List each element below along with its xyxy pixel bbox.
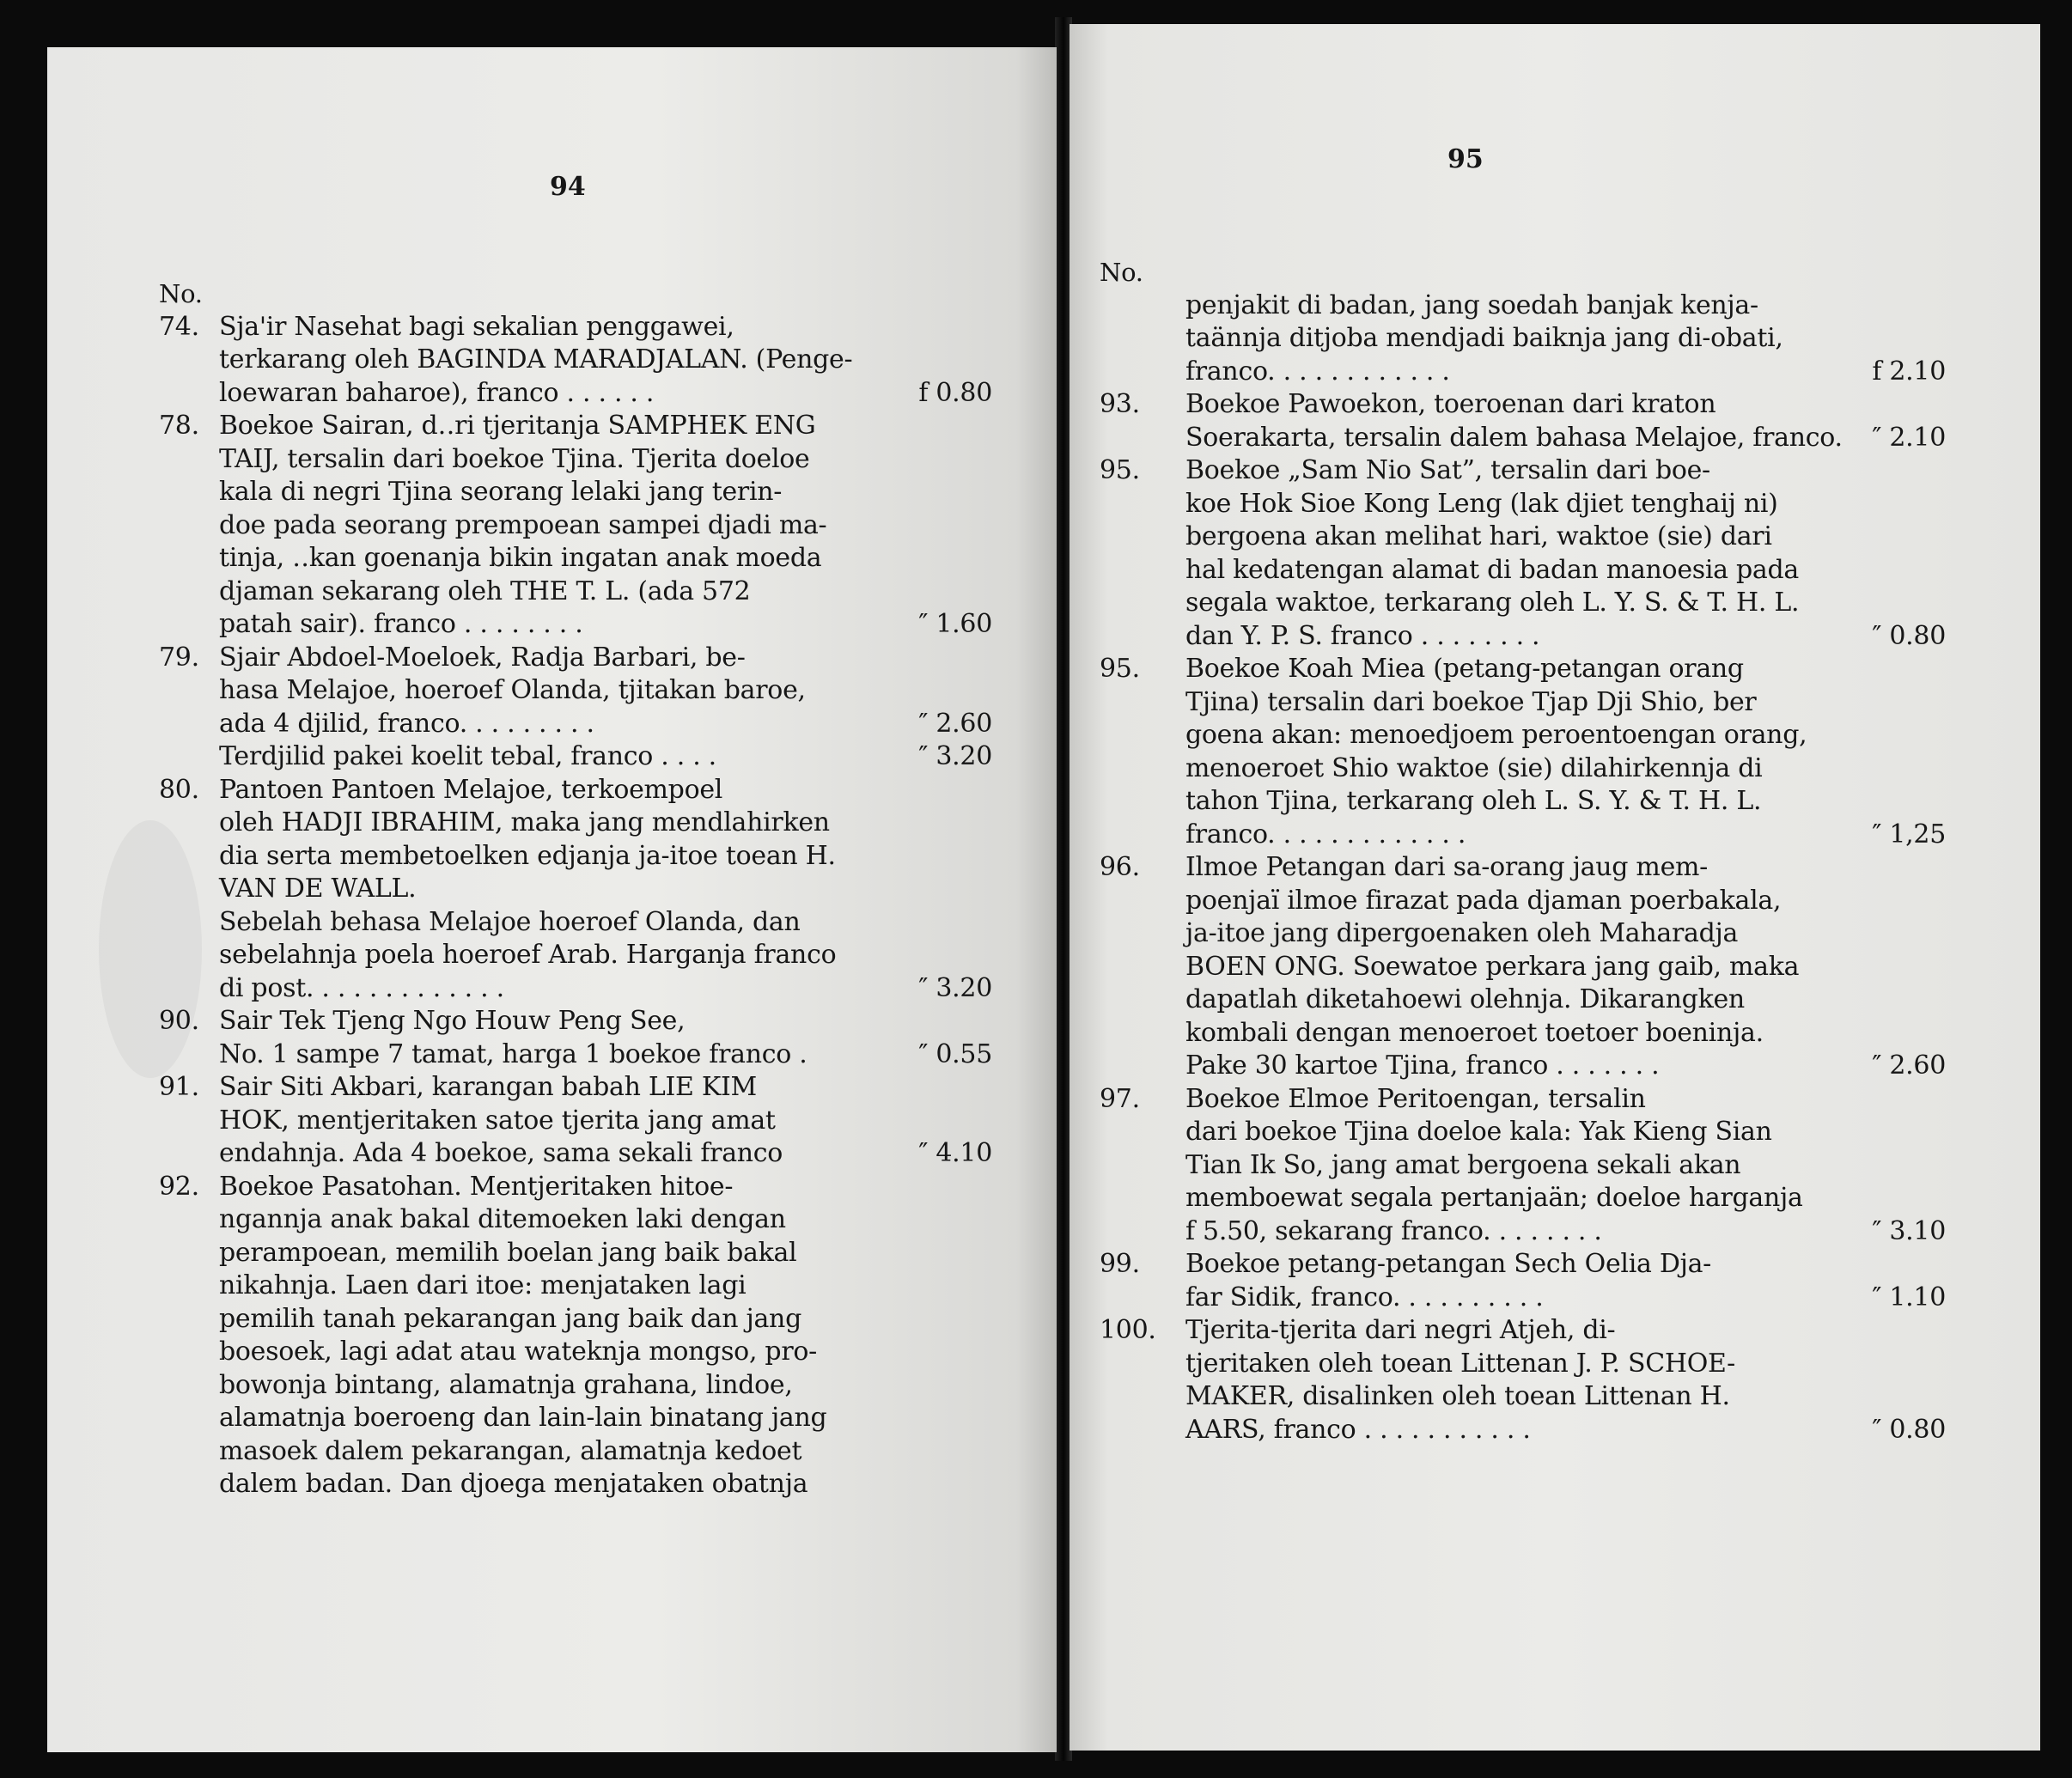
- line-text: Sjair Abdoel-Moeloek, Radja Barbari, be-: [219, 642, 746, 673]
- right-page-content: [1100, 256, 2027, 1446]
- entry-text: [219, 1005, 992, 1071]
- line-text: Soerakarta, tersalin dalem bahasa Melajoe, franco.: [1185, 422, 1843, 453]
- entry-line: [1185, 1380, 2027, 1414]
- entry-line: [1185, 719, 2027, 752]
- line-text: Boekoe Pasatohan. Mentjeritaken hitoe-: [219, 1171, 734, 1202]
- entry-line: [219, 344, 992, 377]
- line-text: bowonja bintang, alamatnja grahana, lindoe,: [219, 1369, 793, 1400]
- line-text: ja-itoe jang dipergoenaken oleh Maharadja: [1185, 918, 1739, 948]
- line-text: menoeroet Shio waktoe (sie) dilahirkennja di: [1185, 752, 1763, 783]
- line-text: Sair Siti Akbari, karangan babah LIE KIM: [219, 1072, 757, 1102]
- line-text: tjeritaken oleh toean Littenan J. P. SCHOE-: [1185, 1348, 1736, 1379]
- line-text: VAN DE WALL.: [219, 874, 417, 904]
- entry-number: 100.: [1100, 1315, 1156, 1345]
- line-text: djaman sekarang oleh THE T. L. (ada 572: [219, 575, 751, 606]
- line-text: Boekoe petang-petangan Sech Oelia Dja-: [1185, 1249, 1712, 1279]
- entry-line: [1185, 388, 2027, 422]
- entry-text: [1185, 454, 2027, 653]
- entry-line: [1185, 1414, 1946, 1447]
- entry-text: [1185, 653, 2027, 851]
- line-text: terkarang oleh BAGINDA MARADJALAN. (Penge-: [219, 344, 853, 374]
- line-text: Sebelah behasa Melajoe hoeroef Olanda, dan: [219, 906, 801, 937]
- entry-text: [1185, 289, 2027, 389]
- line-text: perampoean, memilih boelan jang baik bakal: [219, 1237, 797, 1268]
- entry-line: [219, 972, 992, 1006]
- price-label: f 2.10: [1872, 356, 1946, 387]
- entry-line: [1185, 1314, 2027, 1348]
- entry-line: [1185, 1248, 2027, 1282]
- entry-line: [1185, 554, 2027, 588]
- line-text: memboewat segala pertanjaän; doeloe harganja: [1185, 1183, 1803, 1213]
- price-label: ″ 3.20: [918, 741, 992, 771]
- entry-line: [1185, 917, 2027, 951]
- entry-line: [1185, 454, 2027, 488]
- line-text: kala di negri Tjina seorang lelaki jang terin-: [219, 477, 783, 507]
- catalog-entry: [1100, 1314, 2027, 1446]
- entry-line: [1185, 1017, 2027, 1050]
- entry-line: [219, 906, 992, 940]
- line-text: segala waktoe, terkarang oleh L. Y. S. & T. H. L.: [1185, 588, 1800, 618]
- line-text: boesoek, lagi adat atau wateknja mongso, pro-: [219, 1337, 817, 1367]
- entry-number: 99.: [1100, 1249, 1140, 1279]
- entry-line: [1185, 1215, 1946, 1249]
- catalog-entry: [159, 410, 1052, 642]
- line-text: Pake 30 kartoe Tjina, franco . . . . . . .: [1185, 1050, 1660, 1081]
- entry-line: [219, 740, 992, 774]
- line-text: bergoena akan melihat hari, waktoe (sie) dari: [1185, 521, 1772, 551]
- entry-line: [1185, 1083, 2027, 1117]
- catalog-entry: [1100, 1248, 2027, 1314]
- line-text: f 5.50, sekarang franco. . . . . . . .: [1185, 1215, 1602, 1246]
- entry-number: 95.: [1100, 455, 1140, 485]
- entry-line: [219, 1105, 992, 1138]
- price-label: ″ 1.10: [1872, 1282, 1946, 1312]
- entry-line: [1185, 422, 1946, 455]
- entry-list: [1100, 289, 2027, 1447]
- line-text: dari boekoe Tjina doeloe kala: Yak Kieng Sian: [1185, 1117, 1772, 1147]
- line-text: Boekoe Pawoekon, toeroenan dari kraton: [1185, 389, 1716, 419]
- entry-line: [219, 708, 992, 741]
- line-text: koe Hok Sioe Kong Leng (lak djiet tenghaij ni): [1185, 488, 1778, 519]
- entry-line: [1185, 1050, 1946, 1083]
- entry-line: [1185, 819, 1946, 852]
- entry-line: [219, 1435, 992, 1469]
- entry-line: [1185, 983, 2027, 1017]
- line-text: Terdjilid pakei koelit tebal, franco . . . .: [219, 741, 716, 771]
- entry-line: [1185, 785, 2027, 819]
- catalog-entry: [159, 642, 1052, 774]
- entry-number: 80.: [159, 774, 199, 805]
- entry-text: [1185, 1314, 2027, 1446]
- line-text: dia serta membetoelken edjanja ja-itoe toean H.: [219, 840, 836, 871]
- line-text: BOEN ONG. Soewatoe perkara jang gaib, maka: [1185, 951, 1800, 982]
- line-text: taännja ditjoba mendjadi baiknja jang di-obati,: [1185, 323, 1783, 353]
- column-header-no: No.: [1100, 258, 1143, 287]
- line-text: far Sidik, franco. . . . . . . . . .: [1185, 1282, 1544, 1312]
- catalog-entry: [1100, 1083, 2027, 1249]
- entry-line: [219, 1071, 992, 1105]
- entry-line: [219, 608, 992, 642]
- line-text: TAIJ, tersalin dari boekoe Tjina. Tjerita doeloe: [219, 443, 810, 474]
- line-text: kombali dengan menoeroet toetoer boeninja.: [1185, 1017, 1764, 1048]
- entry-line: [1185, 488, 2027, 521]
- line-text: Sja'ir Nasehat bagi sekalian penggawei,: [219, 311, 734, 342]
- price-label: ″ 0.80: [1872, 620, 1946, 651]
- entry-line: [1185, 587, 2027, 620]
- line-text: tinja, ‥kan goenanja bikin ingatan anak moeda: [219, 543, 822, 573]
- right-page: [1070, 24, 2040, 1751]
- catalog-entry: [1100, 289, 2027, 389]
- line-text: No. 1 sampe 7 tamat, harga 1 boekoe franco .: [219, 1038, 807, 1069]
- entry-line: [219, 377, 992, 411]
- entry-line: [219, 674, 992, 708]
- entry-line: [1185, 851, 2027, 885]
- entry-list: [159, 311, 1052, 1501]
- entry-line: [219, 1402, 992, 1435]
- entry-line: [1185, 322, 2027, 356]
- catalog-entry: [159, 311, 1052, 411]
- price-label: f 0.80: [918, 377, 992, 408]
- catalog-entry: [159, 1005, 1052, 1071]
- entry-line: [219, 410, 992, 443]
- catalog-entry: [1100, 851, 2027, 1083]
- entry-line: [1185, 1116, 2027, 1149]
- entry-number: 74.: [159, 311, 199, 342]
- line-text: hal kedatengan alamat di badan manoesia pada: [1185, 554, 1799, 585]
- left-page-content: [159, 277, 1052, 1501]
- line-text: oleh HADJI IBRAHIM, maka jang mendlahirken: [219, 807, 830, 837]
- line-text: Boekoe „Sam Nio Sat”, tersalin dari boe-: [1185, 455, 1710, 485]
- entry-line: [1185, 653, 2027, 686]
- entry-line: [219, 1303, 992, 1337]
- entry-line: [1185, 1182, 2027, 1215]
- entry-text: [1185, 388, 2027, 454]
- entry-line: [219, 1369, 992, 1403]
- price-label: ″ 0.55: [918, 1038, 992, 1069]
- entry-line: [219, 873, 992, 906]
- catalog-entry: [1100, 388, 2027, 454]
- entry-number: 90.: [159, 1006, 199, 1036]
- catalog-entry: [1100, 653, 2027, 851]
- entry-text: [1185, 851, 2027, 1083]
- entry-line: [219, 807, 992, 840]
- price-label: ″ 4.10: [918, 1138, 992, 1168]
- entry-line: [219, 476, 992, 509]
- line-text: pemilih tanah pekarangan jang baik dan jang: [219, 1303, 801, 1334]
- price-label: ″ 0.80: [1872, 1414, 1946, 1445]
- line-text: Tjerita-tjerita dari negri Atjeh, di-: [1185, 1315, 1616, 1345]
- entry-line: [219, 311, 992, 344]
- line-text: HOK, mentjeritaken satoe tjerita jang amat: [219, 1105, 776, 1136]
- entry-line: [219, 1237, 992, 1270]
- line-text: hasa Melajoe, hoeroef Olanda, tjitakan baroe,: [219, 675, 806, 705]
- entry-line: [219, 642, 992, 675]
- entry-number: 95.: [1100, 654, 1140, 684]
- catalog-entry: [159, 774, 1052, 1006]
- entry-line: [1185, 521, 2027, 554]
- line-text: patah sair). franco . . . . . . . .: [219, 609, 583, 639]
- entry-line: [1185, 620, 1946, 654]
- line-text: AARS, franco . . . . . . . . . . .: [1185, 1414, 1531, 1445]
- line-text: masoek dalem pekarangan, alamatnja kedoet: [219, 1435, 802, 1466]
- line-text: di post. . . . . . . . . . . . .: [219, 972, 504, 1003]
- price-label: ″ 2.60: [1872, 1050, 1946, 1081]
- price-label: ″ 2.10: [1872, 422, 1946, 453]
- left-page: [47, 47, 1057, 1752]
- entry-line: [219, 443, 992, 477]
- entry-line: [219, 1137, 992, 1171]
- entry-number: 93.: [1100, 389, 1140, 419]
- line-text: dan Y. P. S. franco . . . . . . . .: [1185, 620, 1540, 651]
- page-number-left: 94: [550, 172, 586, 202]
- line-text: poenjaï ilmoe firazat pada djaman poerbakala,: [1185, 885, 1782, 916]
- entry-number: 96.: [1100, 852, 1140, 882]
- entry-line: [219, 1336, 992, 1369]
- entry-text: [219, 1071, 992, 1171]
- price-label: ″ 1.60: [918, 609, 992, 639]
- line-text: Sair Tek Tjeng Ngo Houw Peng See,: [219, 1006, 686, 1036]
- entry-line: [1185, 885, 2027, 918]
- line-text: Boekoe Sairan, d‥ri tjeritanja SAMPHEK ENG: [219, 411, 816, 441]
- price-label: ″ 2.60: [918, 708, 992, 739]
- entry-number: 79.: [159, 642, 199, 673]
- entry-number: 97.: [1100, 1083, 1140, 1114]
- entry-text: [219, 1171, 992, 1501]
- line-text: dapatlah diketahoewi olehnja. Dikarangken: [1185, 984, 1745, 1014]
- line-text: doe pada seorang prempoean sampei djadi ma-: [219, 509, 827, 540]
- entry-text: [219, 642, 992, 774]
- entry-number: 78.: [159, 411, 199, 441]
- catalog-entry: [159, 1071, 1052, 1171]
- entry-line: [1185, 356, 1946, 389]
- line-text: dalem badan. Dan djoega menjataken obatnja: [219, 1469, 808, 1499]
- entry-line: [1185, 951, 2027, 984]
- line-text: MAKER, disalinken oleh toean Littenan H.: [1185, 1381, 1730, 1411]
- entry-line: [1185, 752, 2027, 786]
- entry-line: [219, 1005, 992, 1038]
- entry-line: [219, 840, 992, 874]
- catalog-entry: [159, 1171, 1052, 1501]
- entry-text: [1185, 1248, 2027, 1314]
- entry-line: [1185, 686, 2027, 720]
- line-text: Pantoen Pantoen Melajoe, terkoempoel: [219, 774, 723, 805]
- line-text: franco. . . . . . . . . . . .: [1185, 356, 1450, 387]
- entry-line: [219, 1468, 992, 1501]
- price-label: ″ 3.20: [918, 972, 992, 1003]
- entry-line: [219, 1038, 992, 1072]
- line-text: Ilmoe Petangan dari sa-orang jaug mem-: [1185, 852, 1709, 882]
- entry-text: [219, 774, 992, 1006]
- entry-line: [219, 1171, 992, 1204]
- column-header-no: No.: [159, 279, 203, 308]
- entry-text: [1185, 1083, 2027, 1249]
- line-text: Boekoe Koah Miea (petang-petangan orang: [1185, 654, 1744, 684]
- entry-line: [219, 575, 992, 609]
- line-text: Tian Ik So, jang amat bergoena sekali akan: [1185, 1149, 1741, 1180]
- line-text: penjakit di badan, jang soedah banjak kenja-: [1185, 289, 1758, 320]
- line-text: franco. . . . . . . . . . . . .: [1185, 819, 1466, 849]
- entry-line: [219, 542, 992, 575]
- line-text: goena akan: menoedjoem peroentoengan orang,: [1185, 720, 1807, 750]
- entry-number: 92.: [159, 1171, 199, 1202]
- entry-line: [1185, 1282, 1946, 1315]
- line-text: loewaran baharoe), franco . . . . . .: [219, 377, 655, 408]
- line-text: endahnja. Ada 4 boekoe, sama sekali franco: [219, 1138, 783, 1168]
- price-label: ″ 1,25: [1872, 819, 1946, 849]
- line-text: ada 4 djilid, franco. . . . . . . . .: [219, 708, 594, 739]
- line-text: alamatnja boeroeng dan lain-lain binatang jang: [219, 1403, 827, 1433]
- line-text: ngannja anak bakal ditemoeken laki dengan: [219, 1204, 786, 1234]
- entry-line: [219, 1270, 992, 1303]
- line-text: Tjina) tersalin dari boekoe Tjap Dji Shio, ber: [1185, 686, 1757, 717]
- line-text: Boekoe Elmoe Peritoengan, tersalin: [1185, 1083, 1646, 1114]
- line-text: tahon Tjina, terkarang oleh L. S. Y. & T. H. L.: [1185, 786, 1762, 816]
- entry-line: [1185, 1348, 2027, 1381]
- entry-text: [219, 410, 992, 642]
- line-text: sebelahnja poela hoeroef Arab. Harganja franco: [219, 940, 837, 970]
- entry-text: [219, 311, 992, 411]
- entry-line: [1185, 289, 2027, 323]
- entry-line: [219, 509, 992, 543]
- entry-line: [219, 939, 992, 972]
- entry-line: [1185, 1149, 2027, 1183]
- line-text: nikahnja. Laen dari itoe: menjataken lagi: [219, 1270, 747, 1300]
- entry-line: [219, 1203, 992, 1237]
- entry-number: 91.: [159, 1072, 199, 1102]
- page-number-right: 95: [1447, 144, 1484, 174]
- price-label: ″ 3.10: [1872, 1215, 1946, 1246]
- catalog-entry: [1100, 454, 2027, 653]
- entry-line: [219, 774, 992, 807]
